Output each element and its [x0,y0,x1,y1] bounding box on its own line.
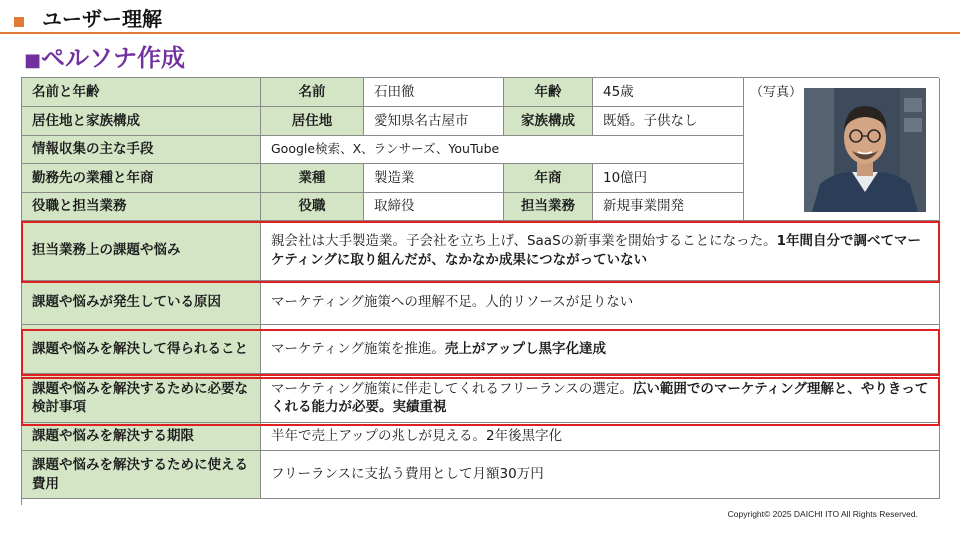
sublabel-revenue: 年商 [504,164,593,193]
header-divider [0,32,960,34]
label-budget: 課題や悩みを解決するために使える費用 [22,451,261,499]
section-title [24,38,185,73]
label-deadline: 課題や悩みを解決する期限 [22,423,261,451]
persona-photo [804,88,926,212]
photo-cell [744,78,940,221]
value-considerations [261,374,940,423]
sublabel-position: 役職 [261,193,364,221]
value-deadline: 半年で売上アップの兆しが見える。2年後黒字化 [261,423,940,451]
value-age: 45歳 [593,78,744,107]
section-title-text: ペルソナ作成 [41,44,186,72]
persona-table [21,77,939,505]
section-bullet: ■ [24,50,42,71]
label-issue-benefit: 課題や悩みを解決して得られること [22,325,261,374]
issue-benefit-emphasis: 売上がアップし黒字化達成 [444,340,606,357]
sublabel-industry: 業種 [261,164,364,193]
value-work-issues [261,221,940,281]
value-info-sources: Google検索、X、ランサーズ、YouTube [261,136,744,164]
issue-benefit-text: マーケティング施策を推進。 [271,340,445,357]
label-issue-cause: 課題や悩みが発生している原因 [22,281,261,325]
value-duty: 新規事業開発 [593,193,744,221]
value-issue-benefit [261,325,940,374]
label-work-issues: 担当業務上の課題や悩み [22,221,261,281]
photo-label: （写真） [750,85,803,100]
value-issue-cause: マーケティング施策への理解不足。人的リソースが足りない [261,281,940,325]
header-accent-square [14,17,24,27]
value-industry: 製造業 [364,164,504,193]
work-issues-emphasis: 1年間自分で調べてマーケティングに取り組んだが、なかなか成果につながっていない [271,233,922,268]
label-industry-revenue: 勤務先の業種と年商 [22,164,261,193]
value-family: 既婚。子供なし [593,107,744,136]
value-residence: 愛知県名古屋市 [364,107,504,136]
value-name: 石田徹 [364,78,504,107]
sublabel-duty: 担当業務 [504,193,593,221]
sublabel-name: 名前 [261,78,364,107]
page-title: ユーザー理解 [42,7,162,31]
label-name-age: 名前と年齢 [22,78,261,107]
sublabel-residence: 居住地 [261,107,364,136]
value-position: 取締役 [364,193,504,221]
sublabel-family: 家族構成 [504,107,593,136]
label-residence-family: 居住地と家族構成 [22,107,261,136]
considerations-emphasis: 広い範囲でのマーケティング理解と、やりきってくれる能力が必要。実績重視 [271,380,929,415]
label-position-duty: 役職と担当業務 [22,193,261,221]
work-issues-text: 親会社は大手製造業。子会社を立ち上げ、SaaSの新事業を開始することになった。 [271,233,777,250]
considerations-text: マーケティング施策に伴走してくれるフリーランスの選定。 [271,380,633,397]
sublabel-age: 年齢 [504,78,593,107]
label-info-sources: 情報収集の主な手段 [22,136,261,164]
value-revenue: 10億円 [593,164,744,193]
label-considerations: 課題や悩みを解決するために必要な検討事項 [22,374,261,423]
value-budget: フリーランスに支払う費用として月額30万円 [261,451,940,499]
copyright-notice: Copyright© 2025 DAICHI ITO All Rights Reserved. [727,509,918,519]
